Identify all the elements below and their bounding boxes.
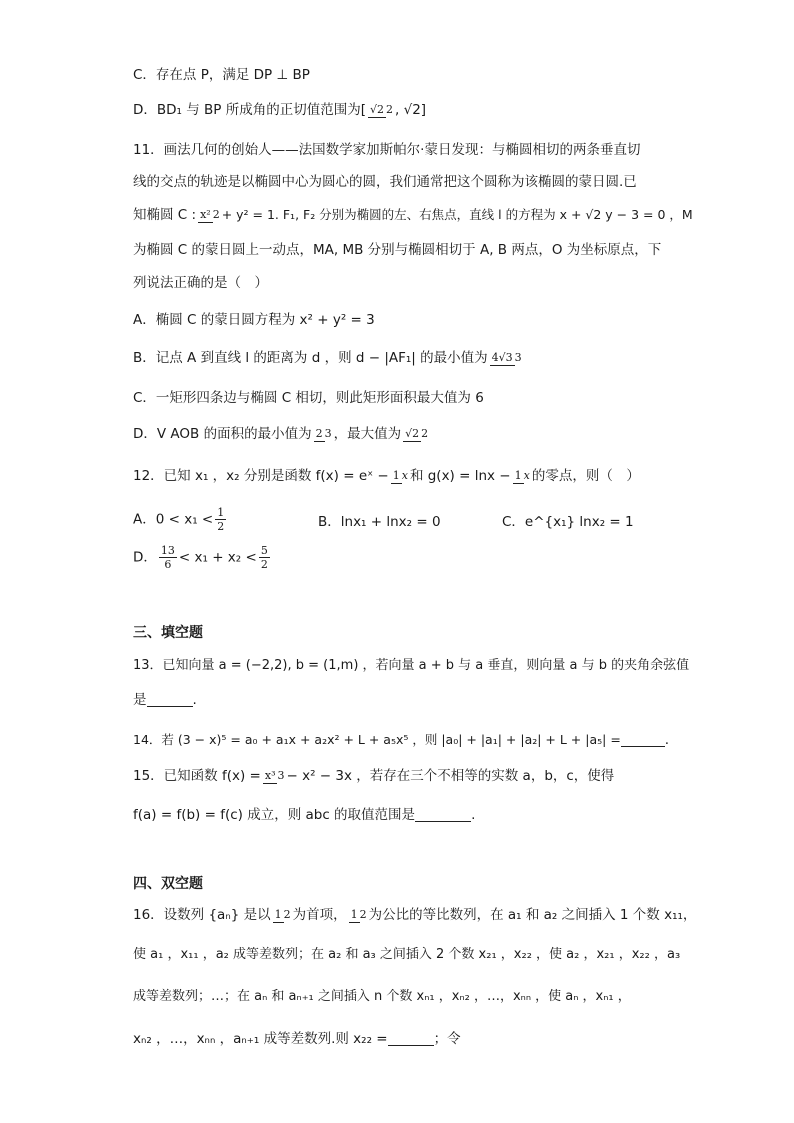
q13-stem-line1: 13．已知向量 a = (−2,2), b = (1,m) ，若向量 a + b 与 a 垂直，则向量 a 与 b 的夹角余弦值 <box>133 658 690 673</box>
q10-option-d-suffix: , √2] <box>395 102 427 118</box>
q16-stem-line3: 成等差数列；…；在 aₙ 和 aₙ₊₁ 之间插入 n 个数 xₙ₁ ，xₙ₂ ，…，xₙₙ ，使 aₙ ，xₙ₁ ， <box>133 989 631 1004</box>
q10-option-c <box>133 65 694 85</box>
q11-option-d: D．V AOB 的面积的最小值为 2 3 ，最大值为 √2 2 <box>133 426 429 442</box>
q11-option-d-fraction-min: 2 3 <box>315 427 332 441</box>
q11-stem-line4: 为椭圆 C 的蒙日圆上一动点，MA, MB 分别与椭圆相切于 A, B 两点，O 为坐标原点，下 <box>133 242 662 258</box>
q10-option-d <box>133 100 694 120</box>
q11-option-d-fraction-max: √2 2 <box>405 427 429 441</box>
q14-answer-blank[interactable] <box>621 734 665 747</box>
q15-stem-line2: f(a) = f(b) = f(c) 成立，则 abc 的取值范围是 . <box>133 807 476 823</box>
q11-stem-line3: 知椭圆 C :x² 2+ y² = 1. F₁, F₂ 分别为椭圆的左、右焦点，直线 l 的方程为 x + √2 y − 3 = 0 ，M <box>133 207 693 223</box>
q13-answer-blank[interactable] <box>147 694 193 707</box>
q11-stem-line5: 列说法正确的是（ ） <box>133 275 268 291</box>
q12-stem: 12．已知 x₁ ，x₂ 分别是函数 f(x) = eˣ − 1 x 和 g(x) = lnx − 1 x 的零点，则（ ） <box>133 468 640 484</box>
q11-stem-line1: 11．画法几何的创始人——法国数学家加斯帕尔·蒙日发现：与椭圆相切的两条垂直切 <box>133 142 641 158</box>
q12-option-a: A．0 < x₁ < $\frac{1}{2}$ <box>133 506 225 533</box>
q10-option-d-text: D．BD₁ 与 BP 所成角的正切值范围为[ <box>133 102 367 118</box>
q11-option-c: C．一矩形四条边与椭圆 C 相切，则此矩形面积最大值为 6 <box>133 390 484 406</box>
q11-ellipse-fraction: x² 2 <box>200 208 220 222</box>
q16-answer-blank[interactable] <box>388 1033 434 1046</box>
q10-option-d-fraction: √2 2 <box>370 103 394 117</box>
q13-stem-line2: 是 . <box>133 692 197 708</box>
q11-option-a: A．椭圆 C 的蒙日圆方程为 x² + y² = 3 <box>133 312 375 328</box>
q12-option-c: C．e^{x₁} lnx₂ = 1 <box>502 514 634 530</box>
q16-stem-line1: 16．设数列 {aₙ} 是以 1 2 为首项， 1 2 为公比的等比数列，在 a₁ 和 a₂ 之间插入 1 个数 x₁₁， <box>133 907 697 923</box>
q14-stem: 14．若 (3 − x)⁵ = a₀ + a₁x + a₂x² + L + a₅x⁵ ，则 |a₀| + |a₁| + |a₂| + L + |a₅| = . <box>133 732 670 748</box>
q11-option-b-fraction: 4√3 3 <box>491 351 522 365</box>
section-heading-fill-in: 三、填空题 <box>133 625 203 641</box>
q16-stem-line4: xₙ₂ ，…，xₙₙ ，aₙ₊₁ 成等差数列.则 x₂₂ = ；令 <box>133 1031 461 1047</box>
q12-option-b: B．lnx₁ + lnx₂ = 0 <box>318 514 441 530</box>
q15-answer-blank[interactable] <box>415 809 471 822</box>
q12-option-d: D． $\frac{13}{6}$ < x₁ + x₂ < $\frac{5}{2}$ <box>133 544 268 571</box>
q16-stem-line2: 使 a₁ ，x₁₁ ，a₂ 成等差数列；在 a₂ 和 a₃ 之间插入 2 个数 x₂₁ ，x₂₂ ，使 a₂ ，x₂₁ ，x₂₂ ，a₃ <box>133 947 681 962</box>
q11-stem-line2: 线的交点的轨迹是以椭圆中心为圆心的圆，我们通常把这个圆称为该椭圆的蒙日圆.已 <box>133 174 637 190</box>
section-heading-double-blank: 四、双空题 <box>133 876 203 892</box>
q10-option-c-text: C．存在点 P，满足 DP ⊥ BP <box>133 67 310 83</box>
q15-stem-line1: 15．已知函数 f(x) = x³ 3 − x² − 3x ，若存在三个不相等的实数 a，b，c，使得 <box>133 768 615 784</box>
q11-option-b: B．记点 A 到直线 l 的距离为 d ，则 d − |AF₁| 的最小值为 4√3 3 <box>133 350 522 366</box>
